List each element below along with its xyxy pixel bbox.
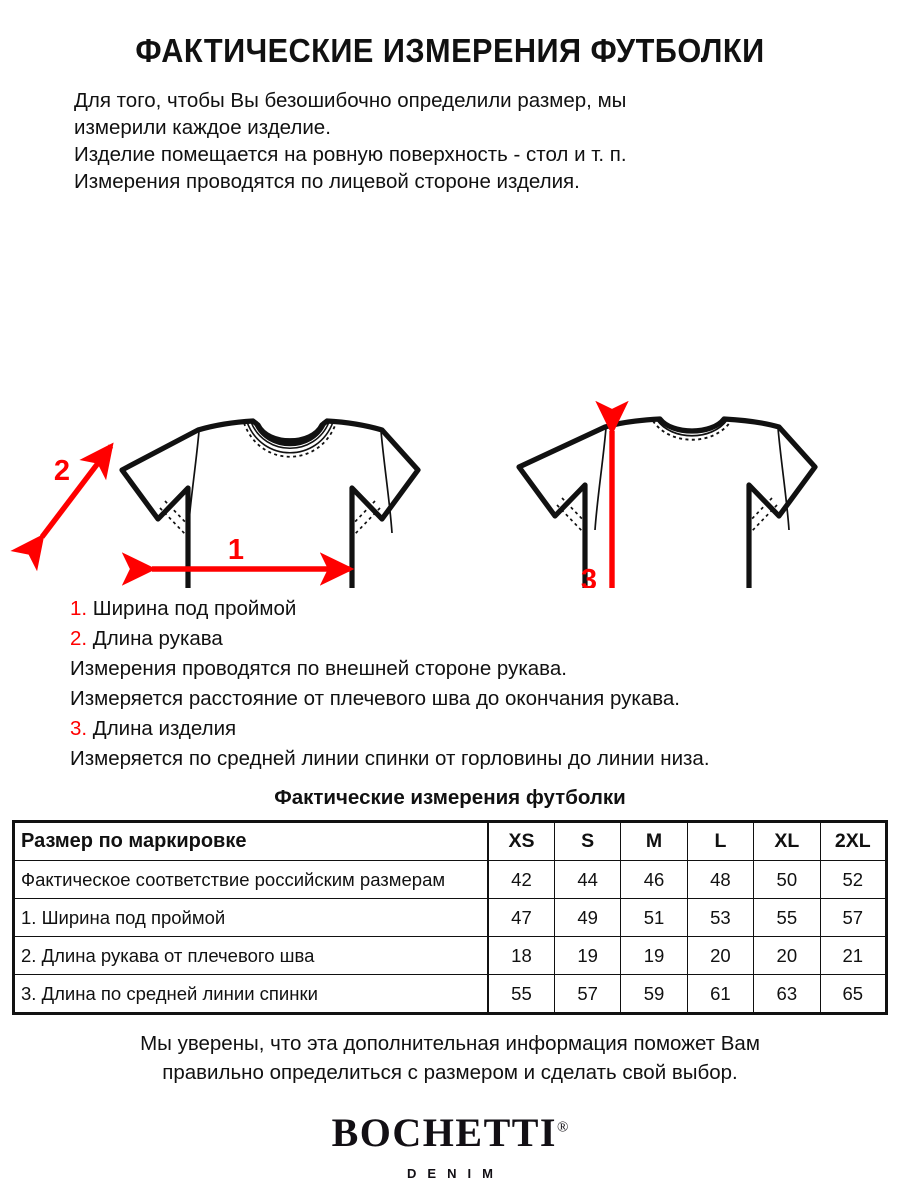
row-value: 52 [820, 861, 886, 899]
row-label: 3. Длина по средней линии спинки [14, 975, 489, 1014]
row-value: 19 [621, 937, 687, 975]
brand-name-text: BOCHETTI [331, 1110, 557, 1156]
table-row [14, 975, 887, 1014]
table-header-m: M [621, 822, 687, 861]
intro-paragraph [0, 87, 900, 195]
table-row [14, 861, 887, 899]
row-label: 2. Длина рукава от плечевого шва [14, 937, 489, 975]
row-value: 48 [687, 861, 753, 899]
table-row [14, 937, 887, 975]
footer-message [0, 1029, 900, 1087]
row-value: 55 [488, 975, 554, 1014]
brand-name [332, 1109, 569, 1156]
row-value: 42 [488, 861, 554, 899]
row-value: 20 [754, 937, 820, 975]
tshirt-front-outline [122, 421, 418, 588]
row-value: 53 [687, 899, 753, 937]
row-value: 50 [754, 861, 820, 899]
row-value: 63 [754, 975, 820, 1014]
table-header-l: L [687, 822, 753, 861]
table-caption: Фактические измерения футболки [274, 786, 626, 810]
table-row [14, 899, 887, 937]
legend-item-note-sleeve-2: Измеряется расстояние от плечевого шва до окончания рукава. [70, 687, 680, 711]
table-header-xl: XL [754, 822, 820, 861]
row-value: 51 [621, 899, 687, 937]
page-title: ФАКТИЧЕСКИЕ ИЗМЕРЕНИЯ ФУТБОЛКИ [135, 32, 765, 69]
intro-line: Изделие помещается на ровную поверхность - стол и т. п. [74, 143, 627, 167]
row-label: Фактическое соответствие российским размерам [14, 861, 489, 899]
row-value: 49 [554, 899, 620, 937]
tshirt-diagram [0, 203, 900, 588]
legend-item-note-length: Измеряется по средней линии спинки от горловины до линии низа. [70, 747, 710, 771]
row-value: 59 [621, 975, 687, 1014]
legend-text: Ширина под проймой [87, 597, 297, 621]
legend-item-1 [70, 594, 870, 624]
intro-line: Измерения проводятся по лицевой стороне изделия. [74, 170, 580, 194]
row-value: 44 [554, 861, 620, 899]
table-header-s: S [554, 822, 620, 861]
table-header-2xl: 2XL [820, 822, 886, 861]
intro-line: Для того, чтобы Вы безошибочно определили размер, мы [74, 89, 627, 113]
row-value: 47 [488, 899, 554, 937]
measure-arrow-2 [42, 446, 111, 537]
size-table-wrapper [12, 820, 888, 1015]
row-value: 57 [820, 899, 886, 937]
measure-label-3: 3 [580, 564, 598, 589]
legend-item-3 [70, 714, 870, 744]
brand-logo [0, 1109, 900, 1181]
tshirt-back-outline [519, 419, 815, 588]
table-header-label: Размер по маркировке [14, 822, 489, 861]
registered-trademark-icon: ® [557, 1119, 569, 1136]
row-value: 65 [820, 975, 886, 1014]
size-table [12, 820, 888, 1015]
brand-subtitle: DENIM [407, 1166, 504, 1182]
legend-number: 2. [70, 627, 88, 651]
footer-line: Мы уверены, что эта дополнительная информация поможет Вам [140, 1032, 760, 1056]
footer-line: правильно определиться с размером и сделать свой выбор. [162, 1061, 738, 1085]
measure-label-2: 2 [53, 455, 71, 488]
row-value: 19 [554, 937, 620, 975]
row-value: 61 [687, 975, 753, 1014]
legend-item-2 [70, 624, 870, 654]
legend-number: 1. [70, 597, 88, 621]
legend-item-note-sleeve-1: Измерения проводятся по внешней стороне рукава. [70, 657, 567, 681]
row-value: 20 [687, 937, 753, 975]
table-header-xs: XS [488, 822, 554, 861]
intro-line: измерили каждое изделие. [74, 116, 331, 140]
row-label: 1. Ширина под проймой [14, 899, 489, 937]
legend-text: Длина рукава [87, 627, 223, 651]
legend-number: 3. [70, 717, 88, 741]
row-value: 55 [754, 899, 820, 937]
table-header-row [14, 822, 887, 861]
measurement-legend [0, 594, 900, 774]
legend-text: Длина изделия [87, 717, 237, 741]
measure-label-1: 1 [227, 534, 245, 567]
row-value: 57 [554, 975, 620, 1014]
row-value: 46 [621, 861, 687, 899]
row-value: 18 [488, 937, 554, 975]
row-value: 21 [820, 937, 886, 975]
